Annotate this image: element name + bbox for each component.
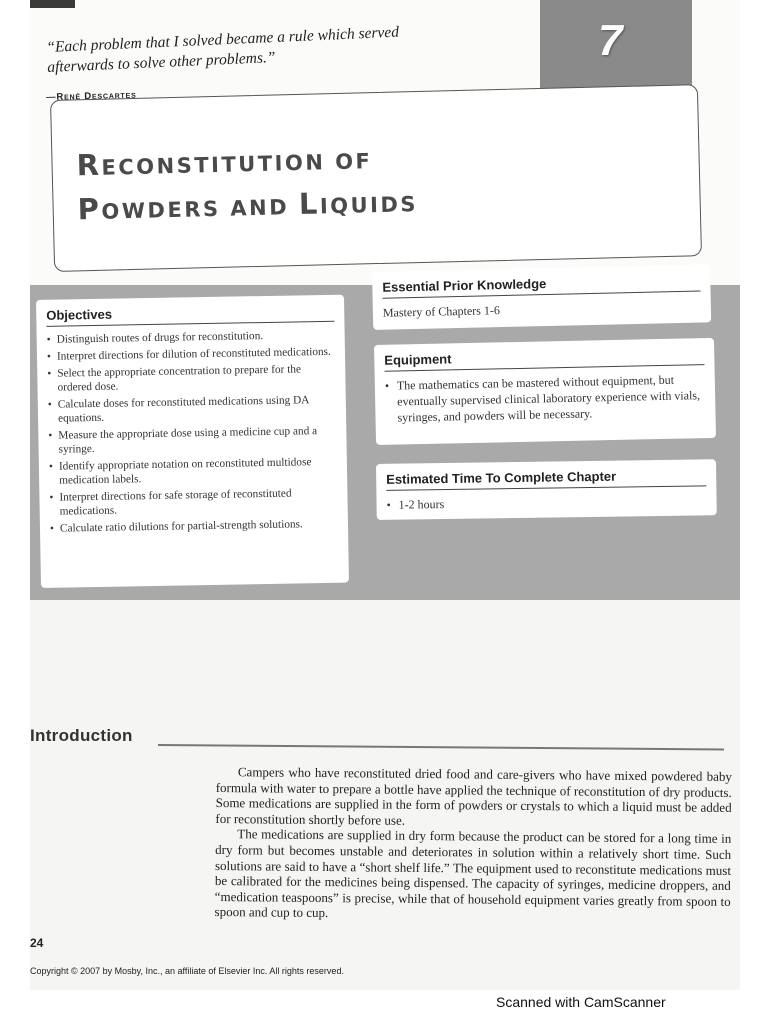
objectives-card (36, 295, 349, 588)
introduction-body (215, 764, 732, 925)
page-number: 24 (30, 936, 44, 950)
introduction-paragraph-1: Campers who have reconstituted dried food and care-givers who have mixed powdered baby formula with water to prepare a bottle have applied the technique of reconstitution of dry products. Some medications are supplied in the form of powders or crystals to which a liquid must be added for reconstitution shortly before use. (215, 764, 732, 828)
quote-author: —René Descartes (46, 89, 137, 103)
objective-item: • Interpret directions for safe storage of reconstituted medications. (49, 486, 337, 519)
chapter-header (30, 0, 740, 290)
chapter-title-line-1 (76, 141, 372, 182)
chapter-number: 7 (598, 16, 623, 65)
objective-item: • Calculate ratio dilutions for partial-strength solutions. (50, 517, 338, 536)
quote-line-1: “Each problem that I solved became a rule which served (46, 23, 400, 56)
objective-item: • Distinguish routes of drugs for reconstitution. (47, 328, 335, 347)
copyright-notice: Copyright © 2007 by Mosby, Inc., an affiliate of Elsevier Inc. All rights reserved. (30, 966, 344, 976)
objective-item: • Calculate doses for reconstituted medications using DA equations. (48, 393, 336, 426)
equipment-text: • The mathematics can be mastered without equipment, but eventually supervised clinical laboratory experience with vials, syringes, and powders will be necessary. (385, 371, 706, 426)
objective-item: • Identify appropriate notation on reconstituted multidose medication labels. (49, 455, 337, 488)
book-page (30, 0, 740, 990)
page-corner-shadow (30, 0, 75, 8)
epigraph-quote (46, 19, 487, 78)
prior-knowledge-card (372, 264, 711, 330)
chapter-title-line-2 (77, 184, 418, 226)
title-cap-p: P (77, 191, 102, 227)
estimated-time-card (376, 459, 717, 520)
prior-knowledge-title: Essential Prior Knowledge (382, 273, 700, 299)
quote-line-2: afterwards to solve other problems.” (46, 49, 276, 76)
objectives-list (47, 328, 338, 536)
equipment-title: Equipment (384, 346, 704, 372)
title-text-2b: IQUIDS (319, 192, 419, 219)
introduction-paragraph-2: The medications are supplied in dry form because the product can be stored for a long time in dry form but becomes unstable and deteriorates in solution within a relatively short time. Such solutions are said to have a “short shelf life.” The equipment used to reconstitute medications must be calibrated for the medicines being dispensed. The capacity of syringes, medicine droppers, and “medication teaspoons” is precise, while that of household equipment varies greatly from spoon to spoon and cup to cup. (214, 826, 732, 921)
equipment-card (374, 338, 716, 445)
objective-item: • Measure the appropriate dose using a medicine cup and a syringe. (48, 424, 336, 457)
title-cap-r: R (76, 147, 102, 183)
title-text-2a: OWDERS AND (101, 194, 300, 224)
chapter-title-box (50, 84, 702, 272)
scanner-watermark: Scanned with CamScanner (496, 994, 666, 1010)
title-text-1: ECONSTITUTION OF (101, 149, 373, 180)
objectives-title: Objectives (46, 303, 334, 327)
title-cap-l: L (298, 186, 321, 221)
estimated-time-text: • 1-2 hours (386, 492, 706, 512)
introduction-rule (158, 744, 724, 750)
objective-item: • Select the appropriate concentration to prepare for the ordered dose. (47, 362, 335, 395)
objective-item: • Interpret directions for dilution of reconstituted medications. (47, 345, 335, 364)
estimated-time-title: Estimated Time To Complete Chapter (386, 467, 706, 490)
introduction-heading: Introduction (30, 726, 133, 745)
prior-knowledge-text: Mastery of Chapters 1-6 (382, 303, 501, 320)
